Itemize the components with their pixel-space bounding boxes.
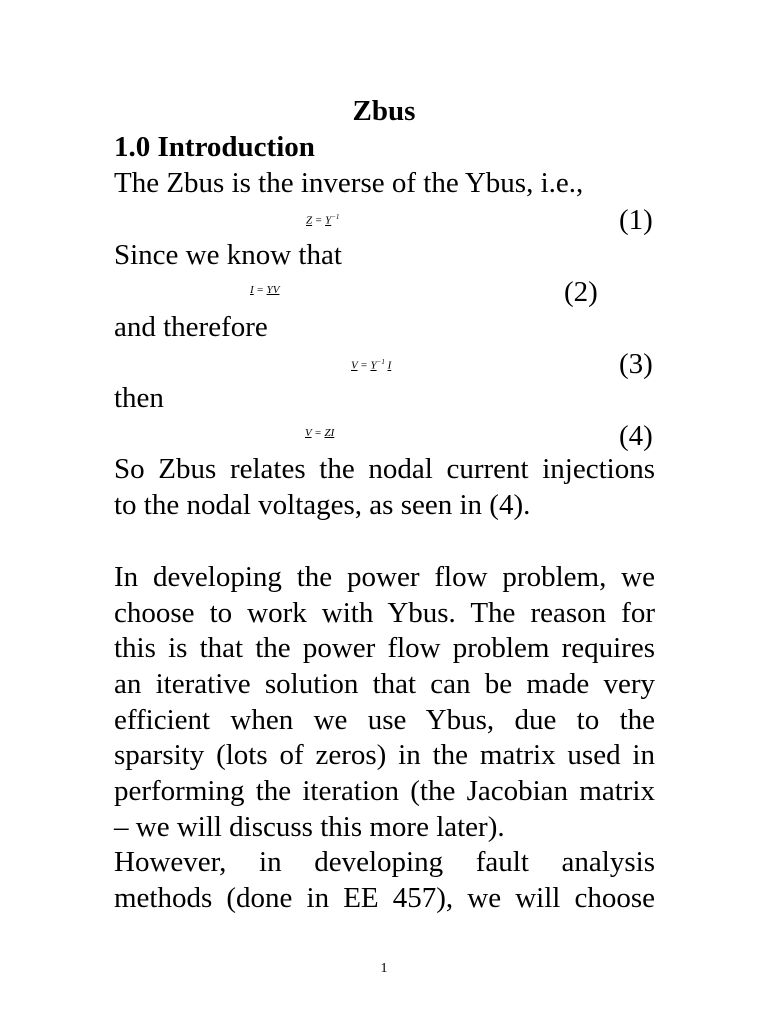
paragraph-2-line-8: – we will discuss this more later).	[114, 811, 505, 843]
paragraph-2-line-6: sparsity (lots of zeros) in the matrix used in	[114, 739, 655, 771]
intro-line: The Zbus is the inverse of the Ybus, i.e.,	[114, 167, 584, 199]
since-line: Since we know that	[114, 239, 342, 271]
equation-4-rhs: ZI	[324, 427, 335, 439]
equation-1-sup: −1	[331, 213, 340, 221]
paragraph-1-line-1: So Zbus relates the nodal current injections	[114, 453, 655, 485]
equation-3-sup: −1	[376, 358, 385, 366]
equation-2-lhs: I	[250, 284, 254, 296]
paragraph-1-line-2: to the nodal voltages, as seen in (4).	[114, 489, 531, 521]
equation-1: $Z = Y^{-1}$	[306, 213, 340, 227]
equation-1-lhs: Z	[306, 214, 313, 227]
equation-4-number: (4)	[619, 420, 653, 452]
paragraph-2-line-2: choose to work with Ybus. The reason for	[114, 597, 655, 629]
paragraph-2-line-7: performing the iteration (the Jacobian matrix	[114, 775, 655, 807]
equation-1-number: (1)	[619, 204, 653, 236]
paragraph-2-line-5: efficient when we use Ybus, due to the	[114, 704, 655, 736]
equation-4-lhs: V	[305, 427, 312, 439]
page-number: 1	[380, 961, 388, 976]
then-line: then	[114, 382, 164, 414]
equation-2: I = YV	[250, 284, 280, 296]
equation-2-number: (2)	[564, 276, 598, 308]
equation-3: $V = Y^{-1}$ I	[351, 358, 392, 372]
equation-3-number: (3)	[619, 348, 653, 380]
paragraph-2-line-3: this is that the power flow problem requires	[114, 632, 655, 664]
paragraph-3-line-2: methods (done in EE 457), we will choose	[114, 882, 655, 914]
therefore-line: and therefore	[114, 311, 268, 343]
equation-3-lhs: V	[351, 359, 358, 372]
equation-4: V = ZI	[305, 427, 335, 439]
paragraph-2-line-4: an iterative solution that can be made very	[114, 668, 655, 700]
paragraph-3-line-1: However, in developing fault analysis	[114, 846, 655, 878]
equation-3-tail: I	[387, 359, 392, 372]
equation-3-rhs: Y	[370, 359, 377, 372]
equation-1-rhs: Y	[325, 214, 332, 227]
page-title: Zbus	[352, 95, 416, 127]
equation-2-rhs: YV	[266, 284, 280, 296]
section-heading: 1.0 Introduction	[114, 131, 315, 163]
paragraph-2-line-1: In developing the power flow problem, we	[114, 561, 655, 593]
